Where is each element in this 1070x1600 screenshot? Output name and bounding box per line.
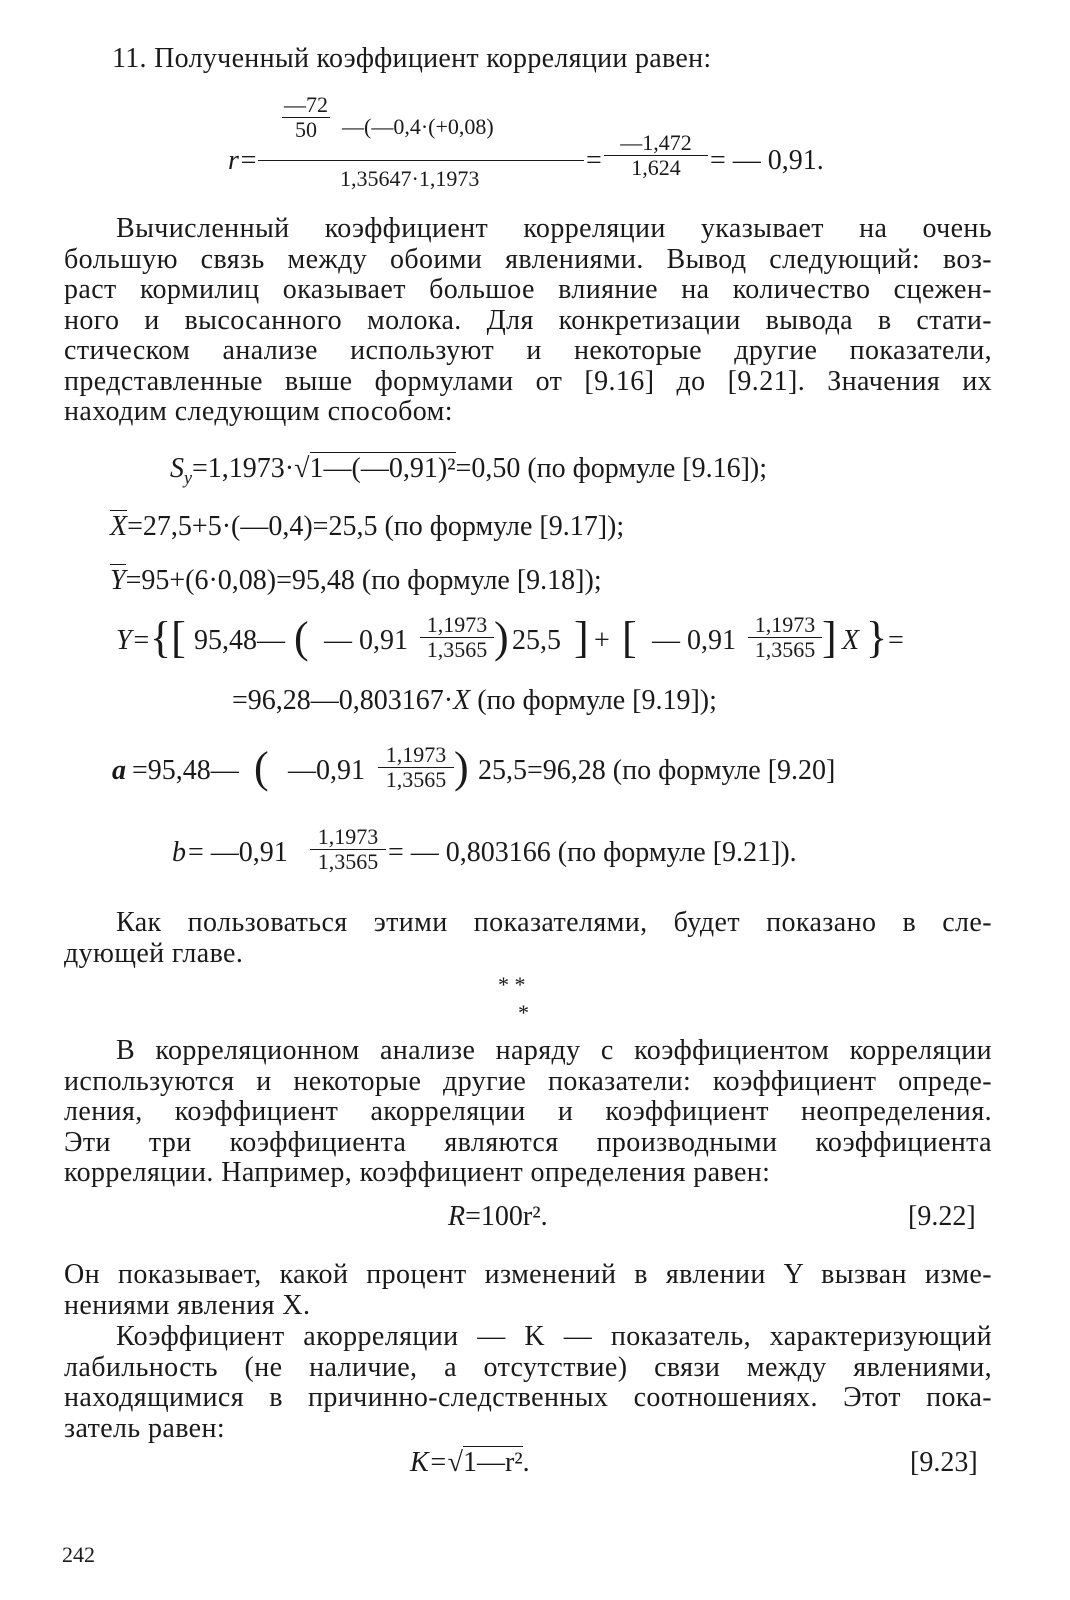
eq923-radicand: 1—r² <box>462 1447 523 1478</box>
sy-formula <box>170 454 767 493</box>
bracket-close-icon: ] <box>822 613 837 662</box>
b-fraction <box>310 826 386 873</box>
text-line: раст кормилиц оказывает большое влияние на количество сцежен- <box>64 274 992 305</box>
equation-9-22-number: [9.22] <box>908 1201 976 1232</box>
second-fraction <box>604 132 708 179</box>
a-fraction <box>378 744 454 791</box>
y-term-a: 95,48— <box>194 625 285 656</box>
text-line: Эти три коэффициента являются производными коэффициента <box>64 1126 992 1158</box>
text-line: лабильность (не наличие, а отсутствие) связи между явлениями, <box>64 1351 992 1383</box>
second-denominator: 1,624 <box>631 155 681 180</box>
sy-middle: =1,1973· <box>192 453 295 484</box>
xbar-formula <box>110 512 624 542</box>
y-term-d: — 0,91 <box>652 625 736 656</box>
b-frac-num: 1,1973 <box>317 824 379 849</box>
ybar-tail: =95+(6·0,08)=95,48 (по формуле [9.18]); <box>125 565 602 596</box>
paragraph-indicators <box>64 1036 992 1189</box>
paragraph-conclusion <box>64 214 992 428</box>
b-middle: = —0,91 <box>188 837 288 868</box>
y-x: X <box>842 625 860 656</box>
y-line2-tail: (по формуле [9.19]); <box>470 685 717 716</box>
equation-9-23 <box>410 1448 530 1478</box>
second-numerator: —1,472 <box>620 130 692 155</box>
equation-9-23-number: [9.23] <box>910 1447 978 1478</box>
paragraph-percent <box>64 1260 992 1321</box>
inner-denominator: 50 <box>295 117 317 142</box>
y-line2 <box>232 686 717 716</box>
y-lhs: Y= <box>116 625 151 656</box>
sqrt-icon: √ <box>294 453 310 484</box>
y-equals: = <box>888 625 904 656</box>
y-term-c: 25,5 <box>512 625 561 656</box>
y-frac2-num: 1,1973 <box>754 612 816 637</box>
sy-radicand: 1—(—0,91)² <box>309 453 456 484</box>
paren-open-icon: ( <box>254 743 269 792</box>
r-result: = — 0,91. <box>710 145 824 176</box>
eq922-lhs: R <box>448 1201 466 1232</box>
paren-close-icon: ) <box>494 613 509 662</box>
text-line: находим следующим способом: <box>64 396 453 427</box>
sy-symbol: S <box>170 453 184 484</box>
b-frac-den: 1,3565 <box>317 849 379 874</box>
a-frac-den: 1,3565 <box>385 767 447 792</box>
numerator-rest: —(—0,4·(+0,08) <box>342 114 494 139</box>
equation-9-22 <box>448 1202 548 1232</box>
sqrt-icon: √ <box>447 1447 463 1478</box>
r-lhs: r= <box>228 145 258 176</box>
y-frac2-den: 1,3565 <box>754 637 816 662</box>
xbar-tail: =27,5+5·(—0,4)=25,5 (по формуле [9.17]); <box>127 511 625 542</box>
b-lhs: b <box>172 837 186 868</box>
text-line: Как пользоваться этими показателями, будет показано в сле- <box>116 907 992 938</box>
text-line: ного и высосанного молока. Для конкретизации вывода в стати- <box>64 304 992 336</box>
brace-close-icon: } <box>866 613 888 662</box>
text-line: Вычисленный коэффициент корреляции указывает на очень <box>116 213 992 244</box>
eq923-period: . <box>522 1447 530 1478</box>
text-line: Коэффициент акорреляции — K — показатель, характеризующий <box>116 1321 992 1352</box>
paragraph-next-chapter <box>64 908 992 969</box>
text-line: Он показывает, какой процент изменений в явлении Y вызван изме- <box>64 1259 992 1290</box>
a-term: —0,91 <box>288 755 365 786</box>
item-11-heading: 11. Полученный коэффициент корреляции равен: <box>112 43 712 74</box>
b-tail: = — 0,803166 (по формуле [9.21]). <box>388 837 797 868</box>
a-frac-num: 1,1973 <box>385 742 447 767</box>
separator-stars-bottom: * <box>518 1000 529 1025</box>
paragraph-acorrelation <box>64 1322 992 1444</box>
separator-stars-top: * * <box>498 972 526 997</box>
a-middle: =95,48— <box>132 755 239 786</box>
text-line: дующей главе. <box>64 937 244 969</box>
text-line: корреляции. Например, коэффициент определения равен: <box>64 1157 771 1188</box>
inner-numerator: —72 <box>284 92 328 117</box>
equals-1: = <box>586 145 602 176</box>
inner-fraction <box>282 94 330 141</box>
ybar-formula <box>110 566 602 596</box>
sy-subscript: y <box>184 467 192 488</box>
paren-close-icon: ) <box>454 743 469 792</box>
ybar-symbol: Y <box>110 565 126 596</box>
y-frac1-den: 1,3565 <box>426 637 488 662</box>
a-tail: 25,5=96,28 (по формуле [9.20] <box>478 755 836 786</box>
text-line: стическом анализе используют и некоторые другие показатели, <box>64 335 992 366</box>
main-denominator: 1,35647·1,1973 <box>340 166 480 191</box>
a-lhs: a <box>112 755 126 786</box>
text-line: находящимися в причинно-следственных соотношениях. Этот пока- <box>64 1382 992 1413</box>
eq923-lhs: K= <box>410 1447 448 1478</box>
y-frac1-num: 1,1973 <box>426 612 488 637</box>
text-line: ления, коэффициент акорреляции и коэффициент неопределения. <box>64 1096 992 1127</box>
y-line2-x: X <box>453 685 471 716</box>
y-line2-text: =96,28—0,803167· <box>232 685 454 716</box>
bracket-close-icon: ] <box>574 613 589 662</box>
bracket-open-icon: [ <box>622 613 637 662</box>
eq922-rhs: =100r². <box>465 1201 548 1232</box>
y-plus: + <box>594 625 610 656</box>
text-line: нениями явления X. <box>64 1289 311 1321</box>
y-fraction-2 <box>748 614 822 661</box>
text-line: В корреляционном анализе наряду с коэффициентом корреляции <box>116 1035 992 1066</box>
main-fraction-bar <box>258 160 584 161</box>
brace-open-icon: {[ <box>150 613 186 662</box>
text-line: затель равен: <box>64 1412 226 1444</box>
sy-tail: =0,50 (по формуле [9.16]); <box>455 453 768 484</box>
xbar-symbol: X <box>110 511 128 542</box>
y-term-b: — 0,91 <box>324 625 408 656</box>
page-number: 242 <box>62 1542 95 1567</box>
text-line: используются и некоторые другие показатели: коэффициент опреде- <box>64 1065 992 1097</box>
text-line: представленные выше формулами от [9.16] до [9.21]. Значения их <box>64 365 992 397</box>
y-fraction-1 <box>420 614 494 661</box>
paren-open-icon: ( <box>294 613 309 662</box>
text-line: большую связь между обоими явлениями. Вывод следующий: воз- <box>64 243 992 275</box>
